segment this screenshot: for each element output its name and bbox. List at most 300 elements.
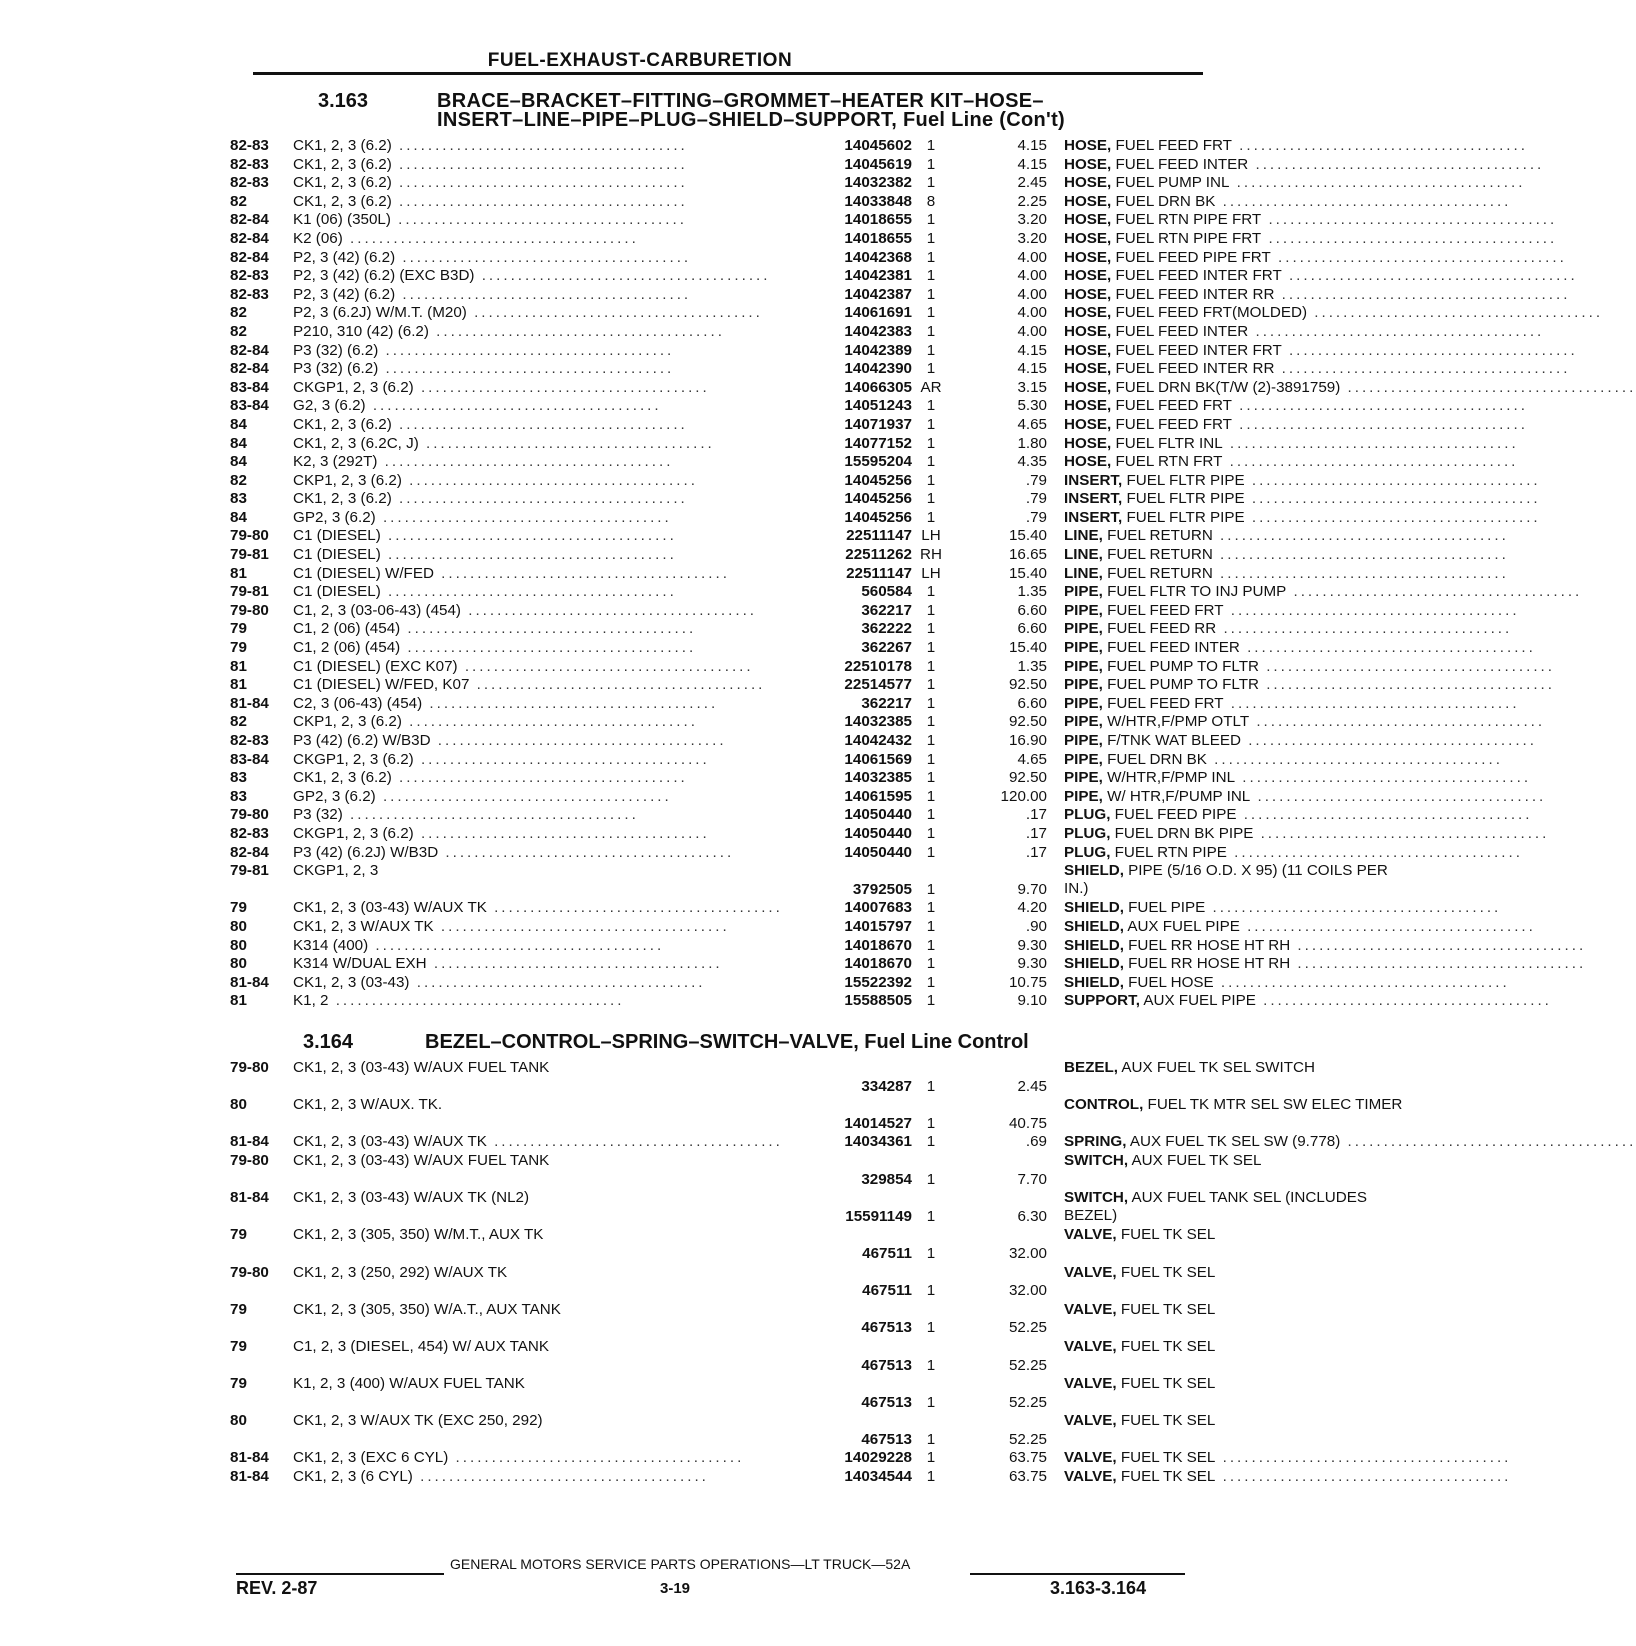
application-text: CK1, 2, 3 (6.2): [293, 137, 392, 154]
application: [293, 1375, 613, 1393]
item-name: VALVE,: [1064, 1263, 1117, 1281]
description: [1064, 508, 1541, 527]
price: 92.50: [1008, 676, 1047, 694]
leader-dots: ........................................: [1231, 415, 1528, 433]
description: [1064, 824, 1550, 843]
item-name: HOSE,: [1064, 415, 1112, 433]
footer-rule: [970, 1573, 1185, 1575]
quantity: 1: [926, 843, 936, 861]
leader-dots: ........................................: [1261, 229, 1558, 247]
description: [1064, 973, 1510, 992]
item-name: HOSE,: [1064, 267, 1112, 285]
part-number: 14045256: [844, 490, 912, 508]
leader-dots: ........................................: [1223, 601, 1520, 619]
price: 4.15: [1017, 341, 1047, 359]
description: [1064, 453, 1519, 471]
price: 2.45: [1017, 174, 1047, 192]
description-text: FUEL FLTR INL: [1115, 434, 1223, 452]
description: [1064, 285, 1571, 304]
table-row: [230, 285, 1571, 305]
part-number: 14071937: [844, 415, 912, 433]
quantity: 1: [926, 1170, 936, 1188]
price: 32.00: [1008, 1282, 1047, 1300]
item-name: HOSE,: [1064, 211, 1112, 229]
application: [293, 453, 801, 471]
leader-dots: ........................................: [395, 248, 692, 266]
application: [293, 509, 801, 527]
price: 15.40: [1008, 564, 1047, 582]
table-row: [230, 1151, 1262, 1189]
item-name: PIPE,: [1064, 583, 1103, 601]
description: [1064, 732, 1537, 750]
price: .17: [1025, 843, 1047, 861]
leader-dots: ........................................: [380, 546, 677, 564]
part-number: 14032385: [844, 769, 912, 787]
application-text: C1 (DIESEL): [293, 583, 381, 601]
leader-dots: ........................................: [378, 341, 675, 359]
price: 3.15: [1017, 378, 1047, 396]
application: [293, 267, 801, 285]
table-row: [230, 1337, 1216, 1375]
leader-dots: ........................................: [328, 992, 625, 1010]
model-years: 79-81: [230, 546, 269, 564]
item-name: INSERT,: [1064, 490, 1123, 508]
leader-dots: ........................................: [469, 676, 766, 694]
item-name: SPRING,: [1064, 1133, 1127, 1151]
description-text: FUEL PUMP INL: [1115, 174, 1230, 192]
model-years: 82: [230, 713, 247, 731]
application-text: CK1, 2, 3 (6.2): [293, 769, 392, 787]
quantity: 1: [926, 211, 936, 229]
item-name: HOSE,: [1064, 453, 1112, 471]
application-text: CK1, 2, 3 (03-43) W/AUX FUEL TANK: [293, 1059, 550, 1076]
application-text: K1 (06) (350L): [293, 211, 391, 229]
leader-dots: ........................................: [438, 843, 735, 861]
description: [1064, 267, 1578, 285]
description-text: FUEL RETURN: [1107, 564, 1213, 582]
quantity: 1: [926, 1430, 936, 1448]
leader-dots: ........................................: [375, 508, 672, 526]
description: [1064, 546, 1509, 564]
description-text: FUEL RTN PIPE: [1114, 843, 1227, 861]
description: [1064, 564, 1509, 583]
model-years: 81: [230, 992, 247, 1010]
model-years: 82-83: [230, 155, 269, 173]
part-number: 14050440: [844, 843, 912, 861]
table-row: [230, 546, 1509, 565]
table-row: [230, 1375, 1216, 1412]
model-years: 81-84: [230, 1189, 269, 1207]
application: [293, 1449, 801, 1467]
leader-dots: ........................................: [391, 415, 688, 433]
part-number: 14032385: [844, 713, 912, 731]
price: 9.70: [1017, 880, 1047, 898]
table-row: [230, 341, 1578, 361]
application: [293, 323, 801, 341]
part-number: 14061569: [844, 750, 912, 768]
quantity: 1: [926, 360, 936, 378]
description-text: FUEL FEED PIPE: [1114, 806, 1237, 824]
model-years: 79-80: [230, 806, 269, 824]
quantity: 1: [926, 1077, 936, 1095]
leader-dots: ........................................: [1231, 137, 1528, 154]
price: 4.15: [1017, 360, 1047, 378]
table-row: [230, 434, 1519, 454]
footer-operations: GENERAL MOTORS SERVICE PARTS OPERATIONS—LT TRUCK—52A: [450, 1556, 911, 1572]
description: [1064, 806, 1533, 824]
item-name: PIPE,: [1064, 787, 1103, 805]
application-text: P3 (32) (6.2): [293, 341, 379, 359]
model-years: 79: [230, 620, 247, 638]
application: [293, 676, 801, 694]
price: 16.65: [1008, 546, 1047, 564]
item-name: VALVE,: [1064, 1375, 1117, 1393]
description: [1064, 155, 1545, 174]
description-text: AUX FUEL PIPE: [1127, 917, 1240, 935]
leader-dots: ........................................: [1244, 471, 1541, 489]
table-row: [230, 583, 1583, 602]
leader-dots: ........................................: [1261, 211, 1558, 229]
leader-dots: ........................................: [409, 973, 706, 991]
quantity: 1: [926, 732, 936, 749]
description-text: FUEL DRN BK PIPE: [1114, 824, 1254, 842]
description-text: FUEL FEED INTER RR: [1115, 360, 1275, 378]
application: [293, 862, 613, 880]
application-text: CK1, 2, 3 (6.2): [293, 155, 392, 173]
table-row: [230, 1189, 1367, 1226]
price: .69: [1025, 1133, 1047, 1151]
price: 4.15: [1017, 155, 1047, 173]
application: [293, 490, 801, 508]
model-years: 83-84: [230, 378, 269, 396]
application-text: P2, 3 (6.2J) W/M.T. (M20): [293, 304, 467, 322]
quantity: 1: [926, 304, 936, 322]
description-text: FUEL DRN BK(T/W (2)-3891759): [1115, 378, 1341, 396]
price: 9.10: [1017, 992, 1047, 1010]
application: [293, 360, 801, 378]
quantity: 1: [926, 415, 936, 433]
quantity: 1: [926, 341, 936, 359]
part-number: 14033848: [844, 192, 912, 210]
price: .79: [1025, 508, 1047, 526]
model-years: 80: [230, 936, 247, 954]
table-row: [230, 1059, 1315, 1096]
price: 15.40: [1008, 639, 1047, 657]
item-name: VALVE,: [1064, 1449, 1117, 1467]
table-row: [230, 155, 1545, 175]
model-years: 82: [230, 471, 247, 489]
price: 4.15: [1017, 137, 1047, 154]
leader-dots: ........................................: [486, 899, 783, 917]
description-text: FUEL FEED FRT: [1107, 694, 1224, 712]
application-text: CK1, 2, 3 (6.2C, J): [293, 434, 419, 452]
part-number: 22511147: [846, 527, 912, 545]
leader-dots: ........................................: [391, 490, 688, 508]
price: 4.00: [1017, 285, 1047, 303]
quantity: 1: [926, 917, 936, 935]
table-row: [230, 713, 1546, 732]
application-text: P210, 310 (42) (6.2): [293, 322, 429, 340]
description-text: F/TNK WAT BLEED: [1107, 732, 1241, 749]
application-text: P3 (42) (6.2J) W/B3D: [293, 843, 439, 861]
leader-dots: ........................................: [380, 583, 677, 601]
leader-dots: ........................................: [1231, 397, 1528, 415]
model-years: 82-84: [230, 843, 269, 861]
table-row: [230, 192, 1512, 212]
description: [1064, 862, 1414, 898]
model-years: 79: [230, 1337, 247, 1355]
leader-dots: ........................................: [474, 267, 771, 285]
leader-dots: ........................................: [1239, 917, 1536, 935]
application: [293, 304, 801, 322]
table-row: [230, 211, 1558, 230]
application-text: CKGP1, 2, 3 (6.2): [293, 824, 414, 842]
part-number: 14032382: [844, 174, 912, 192]
model-years: 83: [230, 490, 247, 508]
model-years: 79-81: [230, 862, 269, 880]
leader-dots: ........................................: [1274, 285, 1571, 303]
leader-dots: ........................................: [1270, 248, 1567, 266]
table-row: [230, 992, 1552, 1011]
description: [1064, 304, 1604, 322]
price: 15.40: [1008, 527, 1047, 545]
table-row: [230, 824, 1550, 844]
leader-dots: ........................................: [378, 360, 675, 378]
price: 63.75: [1008, 1449, 1047, 1467]
description-text: W/ HTR,F/PUMP INL: [1107, 787, 1251, 805]
description: [1064, 713, 1546, 731]
description-text: W/HTR,F/PMP INL: [1107, 769, 1236, 787]
leader-dots: ........................................: [365, 397, 662, 415]
description-text: FUEL FEED INTER: [1115, 322, 1249, 340]
application-text: CKP1, 2, 3 (6.2): [293, 471, 402, 489]
application: [293, 713, 801, 731]
part-number: 3792505: [852, 880, 912, 898]
description-text: PIPE (5/16 O.D. X 95) (11 COILS PER IN.): [1064, 862, 1388, 898]
model-years: 81-84: [230, 1468, 269, 1486]
price: 6.60: [1017, 620, 1047, 638]
part-number: 14007683: [844, 899, 912, 917]
application-text: CK1, 2, 3 (03-43): [293, 973, 410, 991]
application: [293, 397, 801, 415]
application-text: CK1, 2, 3 W/AUX TK: [293, 917, 434, 935]
item-name: HOSE,: [1064, 397, 1112, 415]
price: 6.30: [1017, 1207, 1047, 1225]
price: 92.50: [1008, 769, 1047, 787]
leader-dots: ........................................: [391, 155, 688, 173]
leader-dots: ........................................: [1249, 713, 1546, 731]
application: [293, 825, 801, 843]
model-years: 79-80: [230, 1263, 269, 1281]
quantity: 1: [926, 229, 936, 247]
description-text: FUEL FEED INTER RR: [1115, 285, 1275, 303]
item-name: VALVE,: [1064, 1468, 1117, 1486]
description: [1064, 955, 1587, 973]
item-name: LINE,: [1064, 564, 1103, 582]
price: 52.25: [1008, 1356, 1047, 1374]
application: [293, 844, 801, 862]
application-text: P2, 3 (42) (6.2) (EXC B3D): [293, 267, 475, 285]
description: [1064, 694, 1520, 713]
quantity: 1: [926, 1133, 936, 1151]
description: [1064, 341, 1578, 360]
part-number: 14042381: [844, 267, 912, 285]
quantity: 1: [926, 787, 936, 805]
application: [293, 1264, 613, 1282]
application: [293, 1133, 801, 1151]
part-number: 362267: [861, 639, 912, 657]
application: [293, 379, 801, 397]
description-text: FUEL TK SEL: [1120, 1468, 1216, 1486]
quantity: 1: [926, 1449, 936, 1467]
leader-dots: ........................................: [430, 732, 727, 749]
price: 52.25: [1008, 1393, 1047, 1411]
model-years: 80: [230, 917, 247, 935]
item-name: SWITCH,: [1064, 1151, 1129, 1169]
description: [1064, 843, 1523, 862]
price: 1.35: [1017, 583, 1047, 601]
price: 2.25: [1017, 192, 1047, 210]
price: 4.00: [1017, 267, 1047, 285]
leader-dots: ........................................: [1248, 322, 1545, 340]
description-text: FUEL FEED FRT: [1115, 397, 1232, 415]
item-name: HOSE,: [1064, 285, 1112, 303]
quantity: 1: [926, 824, 936, 842]
application: [293, 565, 801, 583]
model-years: 81: [230, 657, 247, 675]
leader-dots: ........................................: [1258, 676, 1555, 694]
quantity: 1: [926, 1244, 936, 1262]
quantity: 1: [926, 508, 936, 526]
table-row: [230, 378, 1636, 398]
application: [293, 955, 801, 973]
application: [293, 1096, 613, 1114]
table-row: [230, 1300, 1216, 1338]
leader-dots: ........................................: [1206, 750, 1503, 768]
leader-dots: ........................................: [1258, 657, 1555, 675]
item-name: SHIELD,: [1064, 936, 1124, 954]
application-text: CKGP1, 2, 3 (6.2): [293, 378, 414, 396]
table-row: [230, 1226, 1216, 1263]
description: [1064, 583, 1583, 601]
part-number: 22511262: [845, 546, 912, 564]
model-years: 82-84: [230, 341, 269, 359]
table-row: [230, 397, 1528, 416]
table-row: [230, 471, 1541, 491]
application-text: C1 (DIESEL) (EXC K07): [293, 657, 458, 675]
quantity: 1: [926, 1114, 936, 1132]
table-row: [230, 137, 1528, 156]
description: [1064, 1375, 1414, 1393]
leader-dots: ........................................: [401, 713, 698, 731]
application: [293, 230, 801, 248]
item-name: HOSE,: [1064, 174, 1112, 192]
table-row: [230, 620, 1513, 639]
price: 63.75: [1008, 1468, 1047, 1486]
leader-dots: ........................................: [426, 955, 723, 973]
description-text: FUEL FLTR PIPE: [1126, 471, 1245, 489]
table-row: [230, 360, 1571, 379]
table-row: [230, 527, 1509, 546]
item-name: HOSE,: [1064, 192, 1112, 210]
price: 9.30: [1017, 955, 1047, 973]
application: [293, 1468, 801, 1486]
table-row: [230, 769, 1532, 788]
item-name: PIPE,: [1064, 732, 1103, 749]
price: .79: [1025, 490, 1047, 508]
leader-dots: ........................................: [1235, 769, 1532, 787]
model-years: 79: [230, 639, 247, 657]
quantity: 1: [926, 713, 936, 731]
leader-dots: ........................................: [1240, 732, 1537, 749]
table-row: [230, 1449, 1512, 1468]
part-number: 14018670: [844, 936, 912, 954]
part-number: 14045256: [844, 471, 912, 489]
price: 52.25: [1008, 1430, 1047, 1448]
leader-dots: ........................................: [380, 527, 677, 545]
model-years: 82: [230, 322, 247, 340]
price: 5.30: [1017, 397, 1047, 415]
description-text: FUEL HOSE: [1128, 973, 1214, 991]
description-text: FUEL TK SEL: [1120, 1412, 1216, 1430]
application: [293, 639, 801, 657]
leader-dots: ........................................: [1212, 527, 1509, 545]
leader-dots: ........................................: [1340, 1133, 1636, 1151]
price: 4.00: [1017, 304, 1047, 322]
item-name: HOSE,: [1064, 229, 1112, 247]
model-years: 79-80: [230, 527, 269, 545]
application-text: CK1, 2, 3 (6.2): [293, 490, 392, 508]
description-text: FUEL PUMP TO FLTR: [1107, 676, 1259, 694]
item-name: PIPE,: [1064, 676, 1103, 694]
part-number: 362217: [861, 601, 912, 619]
application-text: CK1, 2, 3 (03-43) W/AUX FUEL TANK: [293, 1151, 550, 1169]
application-text: G2, 3 (6.2): [293, 397, 366, 415]
leader-dots: ........................................: [428, 322, 725, 340]
price: 2.45: [1017, 1077, 1047, 1095]
leader-dots: ........................................: [413, 378, 710, 396]
price: 32.00: [1008, 1244, 1047, 1262]
price: 16.90: [1008, 732, 1047, 749]
model-years: 82-83: [230, 174, 269, 192]
quantity: 1: [926, 1356, 936, 1374]
application: [293, 249, 801, 267]
application-text: CK1, 2, 3 W/AUX. TK.: [293, 1096, 443, 1114]
part-number: 14029228: [844, 1449, 912, 1467]
item-name: PIPE,: [1064, 657, 1103, 675]
leader-dots: ........................................: [1222, 434, 1519, 452]
price: 1.35: [1017, 657, 1047, 675]
table-row: [230, 806, 1533, 825]
price: 4.65: [1017, 415, 1047, 433]
application-text: GP2, 3 (6.2): [293, 787, 376, 805]
model-years: 81: [230, 676, 247, 694]
page-number: 3-19: [660, 1580, 691, 1597]
model-years: 82-84: [230, 248, 269, 266]
description: [1064, 639, 1536, 657]
item-name: INSERT,: [1064, 471, 1123, 489]
model-years: 80: [230, 1412, 247, 1430]
item-name: SHIELD,: [1064, 973, 1124, 991]
leader-dots: ........................................: [1307, 304, 1604, 322]
model-years: 81-84: [230, 973, 269, 991]
application: [293, 137, 801, 155]
table-row: [230, 917, 1536, 937]
description-text: FUEL RETURN: [1107, 546, 1213, 564]
description: [1064, 1226, 1414, 1244]
quantity: 1: [926, 285, 936, 303]
leader-dots: ........................................: [1236, 806, 1533, 824]
